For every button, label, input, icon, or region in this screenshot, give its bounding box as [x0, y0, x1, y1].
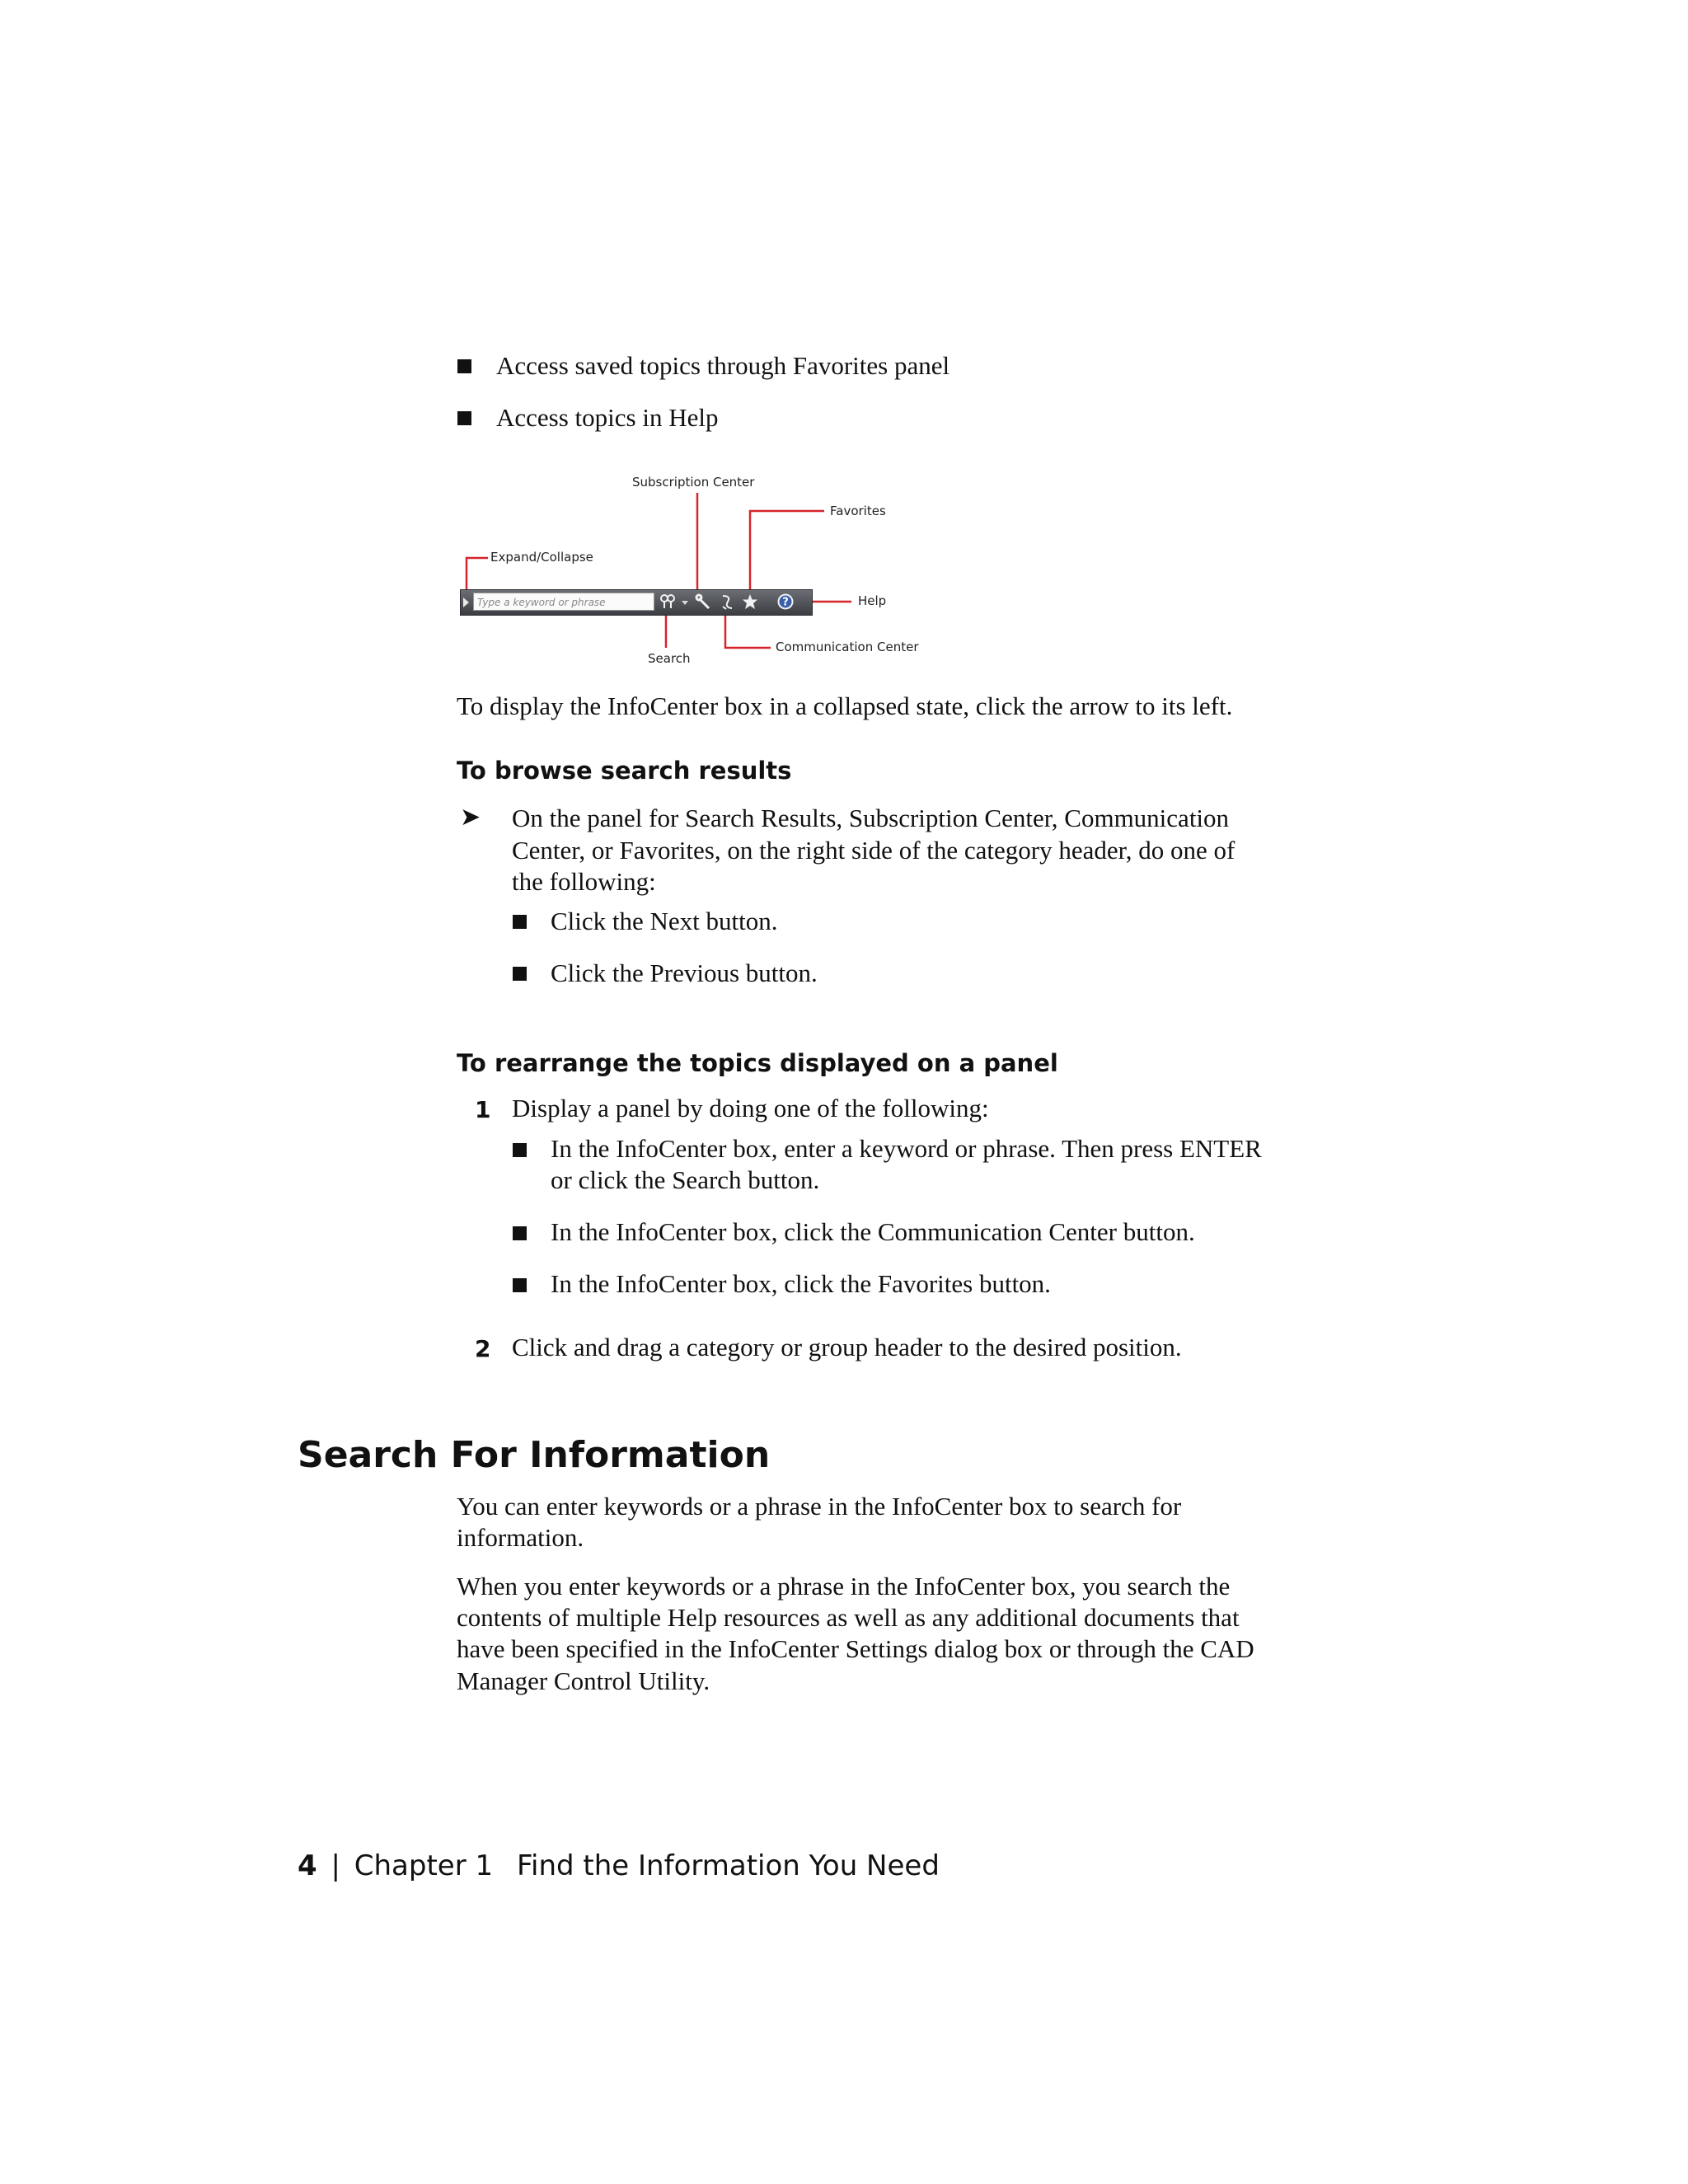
label-communication-center: Communication Center: [776, 640, 919, 654]
bullet-icon: [513, 1278, 527, 1292]
bullet-icon: [513, 1143, 527, 1157]
procedure-step-line: the following:: [512, 867, 656, 896]
procedure-step-line: Center, or Favorites, on the right side of the category header, do one of: [512, 836, 1236, 865]
procedure-step-line: On the panel for Search Results, Subscription Center, Communication: [512, 804, 1230, 832]
chapter-title: Find the Information You Need: [516, 1849, 940, 1882]
label-expand-collapse: Expand/Collapse: [490, 550, 593, 565]
list-item: In the InfoCenter box, click the Communication Center button.: [551, 1217, 1195, 1246]
bullet-icon: [513, 1226, 527, 1240]
procedure-heading-rearrange: To rearrange the topics displayed on a panel: [457, 1049, 1058, 1077]
paragraph-line: When you enter keywords or a phrase in the InfoCenter box, you search the: [457, 1572, 1231, 1601]
step-text: Display a panel by doing one of the following:: [512, 1094, 989, 1122]
list-item: Click the Previous button.: [551, 958, 818, 987]
list-item: Access topics in Help: [496, 403, 719, 432]
label-search: Search: [648, 651, 691, 666]
label-favorites: Favorites: [830, 504, 886, 518]
help-icon[interactable]: [776, 593, 795, 611]
list-item: In the InfoCenter box, enter a keyword or phrase. Then press ENTER: [551, 1134, 1262, 1163]
step-number: 2: [475, 1335, 491, 1362]
search-button[interactable]: [657, 592, 692, 612]
page-footer: [298, 1849, 940, 1882]
infocenter-toolbar: [460, 589, 813, 616]
svg-text:?: ?: [782, 596, 789, 609]
subscription-center-wrench-icon[interactable]: [695, 593, 713, 611]
list-item: In the InfoCenter box, click the Favorites button.: [551, 1269, 1051, 1298]
paragraph-line: information.: [457, 1523, 584, 1552]
label-help: Help: [858, 593, 887, 608]
bullet-icon: [513, 915, 527, 929]
search-input[interactable]: Type a keyword or phrase: [473, 593, 654, 611]
label-subscription-center: Subscription Center: [632, 475, 755, 490]
paragraph-line: You can enter keywords or a phrase in the InfoCenter box to search for: [457, 1492, 1182, 1521]
communication-center-icon[interactable]: [718, 593, 736, 611]
chapter-label: Chapter 1: [354, 1849, 494, 1882]
procedure-heading-browse: To browse search results: [457, 757, 792, 785]
procedure-arrow-icon: ➤: [460, 803, 481, 832]
page-number: 4: [298, 1849, 317, 1882]
collapse-note: To display the InfoCenter box in a collapsed state, click the arrow to its left.: [457, 691, 1233, 720]
bullet-icon: [513, 967, 527, 981]
footer-separator: |: [331, 1849, 340, 1882]
paragraph-line: have been specified in the InfoCenter Settings dialog box or through the CAD: [457, 1634, 1254, 1663]
list-item: Access saved topics through Favorites panel: [496, 351, 950, 380]
paragraph-line: contents of multiple Help resources as well as any additional documents that: [457, 1603, 1240, 1632]
step-text: Click and drag a category or group header to the desired position.: [512, 1333, 1182, 1361]
list-item: or click the Search button.: [551, 1165, 820, 1194]
step-number: 1: [475, 1096, 491, 1123]
section-title: Search For Information: [298, 1434, 771, 1476]
list-item: Click the Next button.: [551, 907, 778, 935]
expand-collapse-arrow-icon[interactable]: [463, 598, 469, 607]
favorites-star-icon[interactable]: [741, 593, 759, 611]
paragraph-line: Manager Control Utility.: [457, 1666, 710, 1695]
